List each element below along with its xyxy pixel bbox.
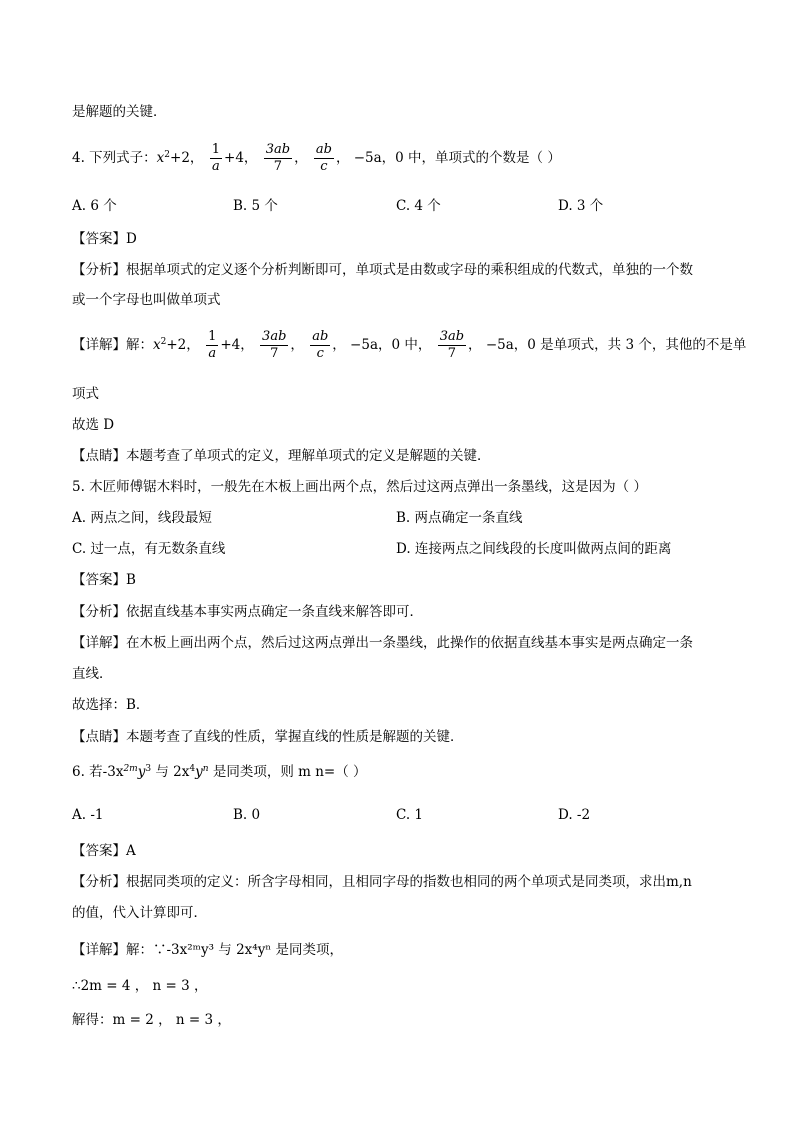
q4-answer: 【答案】D	[72, 231, 137, 247]
q6-detail-line-3: 解得：m = 2 ， n = 3 ，	[72, 1012, 231, 1028]
q5-comment: 【点睛】本题考查了直线的性质，掌握直线的性质是解题的关键．	[72, 729, 464, 745]
q6-option-d: D. -2	[558, 807, 591, 823]
q4-option-d: D. 3 个	[558, 198, 604, 214]
q6-detail-line-1: 【详解】解：∵-3x²ᵐy³ 与 2x⁴yⁿ 是同类项，	[72, 942, 343, 958]
previous-tail-text: 是解题的关键．	[72, 104, 167, 120]
q5-choose: 故选择：B．	[72, 697, 150, 713]
q5-detail-line-1: 【详解】在木板上画出两个点，然后过这两点弹出一条墨线，此操作的依据直线基本事实是两点确定一条	[72, 635, 693, 651]
q4-detail: 【详解】解：$x^2+2$， $\frac{1}{a}$ +4， $\frac{3ab}{7}$ ， $\frac{ab}{c}$ ， −5a，0 中， $\frac{3ab}{7}$ ， −5a，0 是单项式，共 3 个，其他的不是单	[72, 329, 747, 361]
fraction-ab-over-c: $\frac{ab}{c}$	[315, 142, 332, 174]
q6-option-b: B. 0	[233, 807, 261, 823]
q4-analysis-line-1: 【分析】根据单项式的定义逐个分析判断即可，单项式是由数或字母的乘积组成的代数式，单独的一个数	[72, 262, 693, 278]
q4-comment: 【点睛】本题考查了单项式的定义，理解单项式的定义是解题的关键．	[72, 448, 491, 464]
detail-fraction-1-over-a: $\frac{1}{a}$	[208, 329, 217, 361]
question-6: 6. 若$-3x^{2m}y^3$ 与 $2x^4y^n$ 是同类项，则 m n=（ ）	[72, 764, 367, 780]
q5-detail-line-2: 直线．	[72, 666, 113, 682]
q6-detail-line-2: ∴2m = 4 ， n = 3 ，	[72, 978, 208, 994]
q5-answer: 【答案】B	[72, 572, 136, 588]
fraction-3ab-over-7: $\frac{3ab}{7}$	[265, 142, 291, 174]
q5-option-c: C. 过一点，有无数条直线	[72, 541, 226, 557]
q5-analysis: 【分析】依据直线基本事实两点确定一条直线来解答即可．	[72, 604, 423, 620]
question-5: 5. 木匠师傅锯木料时，一般先在木板上画出两个点，然后过这两点弹出一条墨线，这是因为（ ）	[72, 479, 647, 495]
q4-detail-line-2: 项式	[72, 386, 99, 402]
q4-option-a: A. 6 个	[72, 198, 117, 214]
q6-analysis-line-1: 【分析】根据同类项的定义：所含字母相同，且相同字母的指数也相同的两个单项式是同类项，求出m,n	[72, 874, 692, 890]
q5-option-a: A. 两点之间，线段最短	[72, 510, 212, 526]
q4-option-c: C. 4 个	[396, 198, 441, 214]
detail-fraction-3ab-over-7: $\frac{3ab}{7}$	[262, 329, 287, 361]
detail-fraction-ab-over-c: $\frac{ab}{c}$	[312, 329, 329, 361]
detail-fraction-3ab-over-7-b: $\frac{3ab}{7}$	[439, 329, 465, 361]
q4-choose: 故选 D	[72, 417, 115, 433]
q4-option-b: B. 5 个	[233, 198, 278, 214]
q5-option-b: B. 两点确定一条直线	[396, 510, 523, 526]
fraction-1-over-a: $\frac{1}{a}$	[211, 142, 221, 174]
q6-answer: 【答案】A	[72, 843, 136, 859]
q5-option-d: D. 连接两点之间线段的长度叫做两点间的距离	[396, 541, 672, 557]
q6-option-a: A. -1	[72, 807, 104, 823]
q6-analysis-line-2: 的值，代入计算即可．	[72, 905, 207, 921]
question-4: 4. 下列式子：$x^2+2$， $\frac{1}{a}$ +4， $\frac{3ab}{7}$ ， $\frac{ab}{c}$ ， −5a，0 中，单项式的个数是（ ）	[72, 142, 561, 174]
q6-option-c: C. 1	[396, 807, 424, 823]
q4-analysis-line-2: 或一个字母也叫做单项式	[72, 292, 221, 308]
